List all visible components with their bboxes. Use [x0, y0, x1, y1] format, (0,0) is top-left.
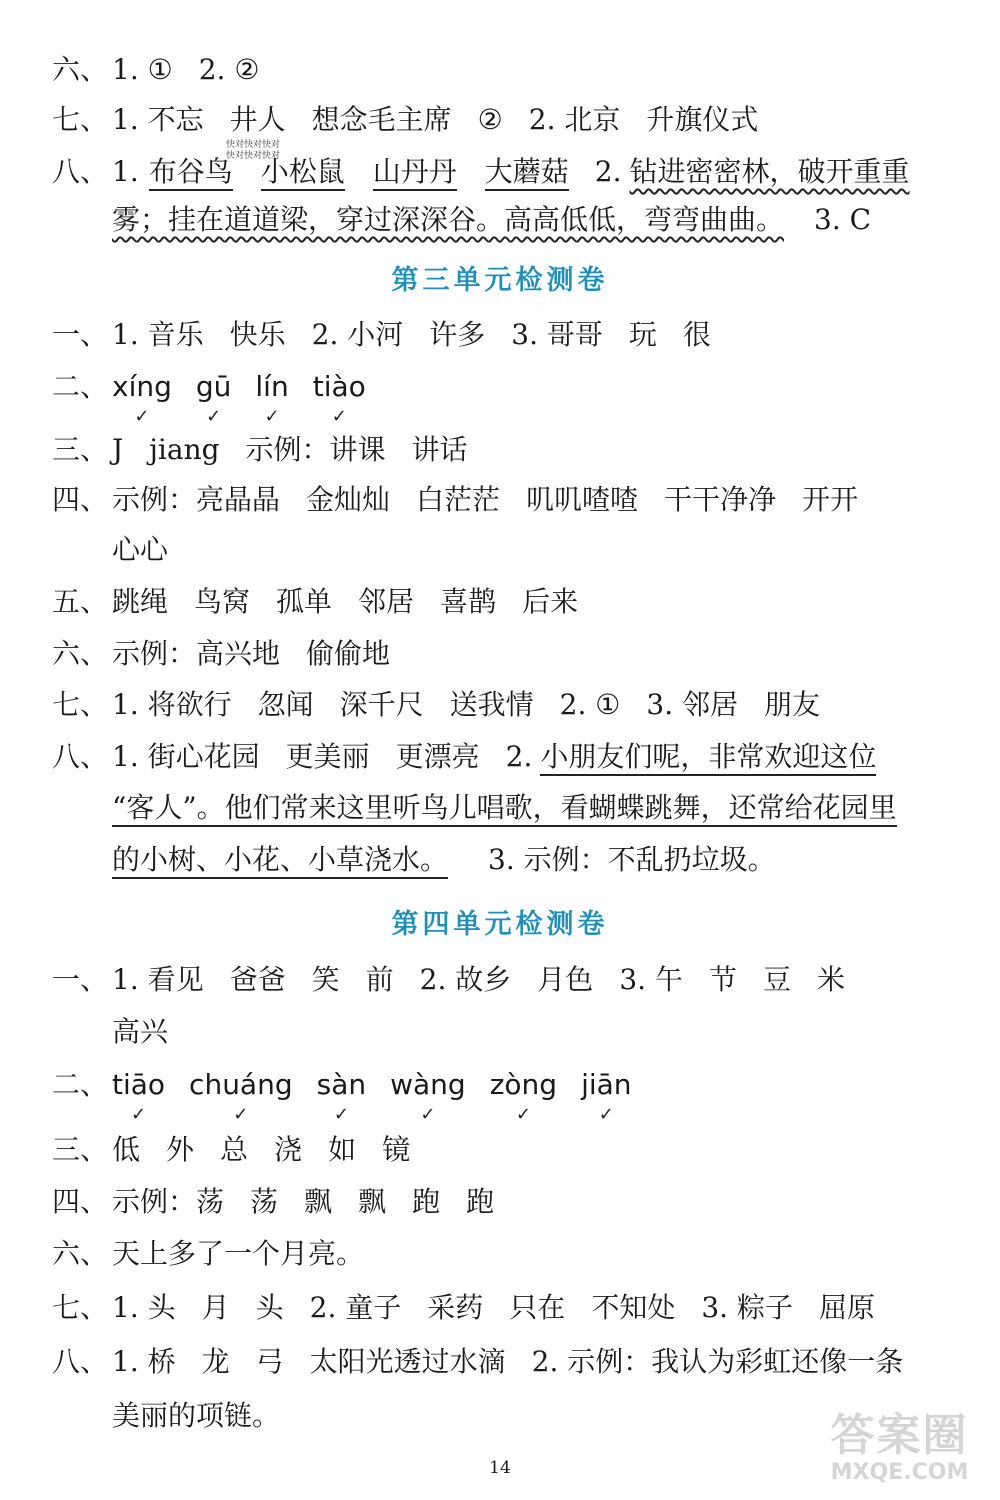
check-mark-icon: ✓ — [264, 406, 280, 427]
answer-segment: 想念毛主席 — [311, 103, 452, 136]
check-mark-icon: ✓ — [598, 1104, 614, 1125]
answer-line-continued: 美丽的项链。 — [112, 1399, 281, 1432]
answer-line — [52, 1182, 520, 1222]
handwritten-scribble: 快对快对快对 快对快对快对 — [226, 140, 281, 161]
check-mark-icon: ✓ — [333, 1104, 349, 1125]
answer-segment: 2. — [505, 740, 533, 773]
answer-segment: 笑 — [311, 963, 340, 996]
answer-segment: 2. ② — [198, 53, 260, 86]
answer-segment: 只在 — [509, 1291, 566, 1324]
answer-segment: 更漂亮 — [395, 740, 480, 773]
watermark-logo — [807, 1412, 992, 1492]
answer-segment: 忽闻 — [257, 688, 314, 721]
answer-segment: 如 — [328, 1133, 357, 1166]
watermark-text: 答案圈 — [830, 1410, 969, 1461]
answer-segment: 井人 — [229, 103, 286, 136]
pinyin-answer — [195, 370, 232, 427]
answer-segment: 2. 童子 — [309, 1291, 402, 1324]
answer-segment: 金灿灿 — [306, 483, 391, 516]
pinyin-answer — [489, 1068, 558, 1125]
answer-segment: 1. 看见 — [112, 963, 204, 996]
answer-segment: 1. 街心花园 — [112, 740, 260, 773]
answer-line-continued: 心心 — [112, 533, 169, 566]
answer-segment: 2. ① — [559, 688, 621, 721]
answer-line — [52, 430, 494, 470]
underlined-answer: 小松鼠 — [261, 155, 345, 191]
answer-line — [52, 1342, 929, 1382]
answer-segment: 豆 — [762, 963, 791, 996]
watermark-domain: MXQE.COM — [830, 1460, 969, 1485]
wavy-underlined-answer: 雾；挂在道道梁，穿过深深谷。高高低低，弯弯曲曲。 — [112, 203, 785, 236]
answer-segment: 3. 示例：不乱扔垃圾。 — [488, 843, 776, 876]
pinyin-text: wàng — [390, 1068, 466, 1101]
answer-segment: 1. 头 — [112, 1291, 176, 1324]
question-number: 一、 — [52, 318, 109, 351]
answer-segment: 鸟窝 — [194, 585, 251, 618]
answer-segment: 前 — [365, 963, 394, 996]
pinyin-answer-line — [52, 1063, 656, 1125]
question-number: 八、 — [52, 155, 109, 188]
answer-line-continued: 高兴 — [112, 1015, 169, 1048]
answer-segment: 屈原 — [818, 1291, 875, 1324]
answer-segment: 深千尺 — [339, 688, 424, 721]
pinyin-answer — [581, 1068, 632, 1125]
answer-segment: 1. 桥 — [112, 1345, 176, 1378]
answer-segment: 喜鹊 — [440, 585, 497, 618]
pinyin-answer — [390, 1068, 466, 1125]
answer-line — [52, 1288, 901, 1328]
answer-segment: 跳绳 — [112, 585, 169, 618]
answer-segment: 3. 哥哥 — [511, 318, 603, 351]
answer-segment: 月 — [201, 1291, 230, 1324]
question-number: 六、 — [52, 637, 109, 670]
check-mark-icon: ✓ — [233, 1104, 249, 1125]
underlined-answer: 小朋友们呢，非常欢迎这位 — [540, 740, 876, 776]
pinyin-text: xíng — [112, 370, 172, 403]
answer-segment: 3. C — [814, 203, 872, 236]
answer-segment: 邻居 — [358, 585, 415, 618]
answer-segment: 白茫茫 — [416, 483, 501, 516]
answer-segment: 玩 — [628, 318, 657, 351]
page-number: 14 — [489, 1458, 511, 1478]
answer-segment: 1. 不忘 — [112, 103, 204, 136]
pinyin-text: lín — [255, 370, 289, 403]
answer-segment: 爸爸 — [229, 963, 286, 996]
answer-segment: 采药 — [427, 1291, 484, 1324]
question-number: 四、 — [52, 483, 109, 516]
answer-segment: 开开 — [802, 483, 859, 516]
pinyin-answer — [255, 370, 289, 427]
underlined-answer: 山丹丹 — [373, 155, 457, 191]
question-number: 二、 — [52, 1068, 109, 1101]
answer-segment: 太阳光透过水滴 — [309, 1345, 506, 1378]
answer-segment: 1. 音乐 — [112, 318, 204, 351]
pinyin-text: tiāo — [112, 1068, 166, 1101]
wavy-underlined-answer: 钻进密密林，破开重重 — [629, 155, 910, 188]
check-mark-icon: ✓ — [134, 406, 150, 427]
answer-segment: 偷偷地 — [306, 637, 391, 670]
answer-line — [52, 315, 737, 355]
answer-segment: 3. 粽子 — [701, 1291, 793, 1324]
answer-segment: 浇 — [274, 1133, 303, 1166]
answer-line-q8 — [52, 152, 910, 192]
answer-segment: 后来 — [522, 585, 579, 618]
answer-segment: 1. 将欲行 — [112, 688, 232, 721]
answer-segment: 2. — [594, 155, 622, 188]
answer-segment: 总 — [220, 1133, 249, 1166]
underlined-answer: 的小树、小花、小草浇水。 — [112, 843, 448, 879]
answer-segment: 龙 — [201, 1345, 230, 1378]
pinyin-text: chuáng — [189, 1068, 293, 1101]
question-number: 三、 — [52, 1133, 109, 1166]
answer-segment: ② — [477, 103, 503, 136]
answer-segment: 米 — [816, 963, 845, 996]
answer-segment: 3. 邻居 — [646, 688, 739, 721]
answer-segment: 示例：荡 — [112, 1185, 225, 1218]
answer-segment: 外 — [166, 1133, 195, 1166]
pinyin-answer — [312, 370, 366, 427]
answer-segment: 荡 — [250, 1185, 279, 1218]
question-number: 四、 — [52, 1185, 109, 1218]
answer-line-continued — [112, 840, 776, 880]
answer-segment: 弓 — [255, 1345, 284, 1378]
pinyin-text: gū — [195, 370, 232, 403]
question-number: 七、 — [52, 688, 109, 721]
check-mark-icon: ✓ — [420, 1104, 436, 1125]
answer-segment: 升旗仪式 — [646, 103, 759, 136]
answer-segment: 头 — [255, 1291, 284, 1324]
answer-segment: 飘 — [358, 1185, 387, 1218]
underlined-answer: “客人”。他们常来这里听鸟儿唱歌，看蝴蝶跳舞，还常给花园里 — [112, 791, 897, 827]
answer-segment: 叽叽喳喳 — [526, 483, 639, 516]
answer-line-q8 — [52, 737, 876, 777]
answer-segment: 飘 — [304, 1185, 333, 1218]
answer-segment: 2. 故乡 — [419, 963, 512, 996]
question-number: 七、 — [52, 1291, 109, 1324]
question-number: 三、 — [52, 433, 109, 466]
answer-segment: 朋友 — [764, 688, 821, 721]
pinyin-answer — [112, 1068, 166, 1125]
answer-segment: 送我情 — [449, 688, 534, 721]
pinyin-text: tiào — [312, 370, 366, 403]
answer-segment: 跑 — [412, 1185, 441, 1218]
answer-segment: 镜 — [382, 1133, 411, 1166]
answer-segment: 干干净净 — [664, 483, 777, 516]
answer-segment: jiang — [149, 433, 220, 466]
section-title-unit3: 第三单元检测卷 — [391, 265, 609, 296]
pinyin-text: zòng — [489, 1068, 558, 1101]
answer-segment: 低 — [112, 1133, 141, 1166]
answer-line-continued — [112, 200, 871, 240]
answer-segment: 示例：高兴地 — [112, 637, 281, 670]
question-number: 六、 — [52, 1237, 109, 1270]
answer-segment: 不知处 — [591, 1291, 676, 1324]
answer-segment: 许多 — [429, 318, 486, 351]
answer-segment: 2. 北京 — [528, 103, 621, 136]
answer-line — [52, 480, 884, 520]
answer-line — [52, 634, 416, 674]
answer-line — [52, 1130, 436, 1170]
answer-segment: 更美丽 — [285, 740, 370, 773]
answer-segment: 2. 示例：我认为彩虹还像一条 — [531, 1345, 904, 1378]
question-number: 八、 — [52, 1345, 109, 1378]
pinyin-answer-line — [52, 365, 390, 427]
answer-line — [52, 100, 784, 140]
pinyin-text: jiān — [581, 1068, 632, 1101]
underlined-answer: 大蘑菇 — [485, 155, 569, 191]
answer-segment: 孤单 — [276, 585, 333, 618]
check-mark-icon: ✓ — [331, 406, 347, 427]
answer-segment: 3. 午 — [619, 963, 683, 996]
underlined-answer: 布谷鸟 — [149, 155, 233, 191]
question-number: 一、 — [52, 963, 109, 996]
answer-segment: 天上多了一个月亮。 — [112, 1237, 365, 1270]
pinyin-answer — [189, 1068, 293, 1125]
answer-segment: 节 — [708, 963, 737, 996]
question-number: 八、 — [52, 740, 109, 773]
question-number: 六、 — [52, 53, 109, 86]
answer-line-continued — [112, 788, 897, 828]
answer-line — [52, 1234, 390, 1274]
answer-line — [52, 582, 604, 622]
question-number: 五、 — [52, 585, 109, 618]
answer-segment: 讲话 — [411, 433, 468, 466]
answer-line — [52, 960, 871, 1000]
answer-segment: 1. — [112, 155, 139, 188]
section-title-unit4: 第四单元检测卷 — [391, 909, 609, 940]
pinyin-answer — [112, 370, 172, 427]
check-mark-icon: ✓ — [515, 1104, 531, 1125]
pinyin-text: sàn — [316, 1068, 367, 1101]
answer-segment: 月色 — [537, 963, 594, 996]
answer-line — [52, 50, 285, 90]
pinyin-answer — [316, 1068, 367, 1125]
answer-segment: J — [112, 433, 124, 466]
answer-segment: 示例：亮晶晶 — [112, 483, 281, 516]
answer-segment: 1. ① — [112, 53, 173, 86]
answer-segment: 示例：讲课 — [245, 433, 386, 466]
question-number: 七、 — [52, 103, 109, 136]
answer-line — [52, 685, 846, 725]
answer-segment: 很 — [682, 318, 711, 351]
check-mark-icon: ✓ — [130, 1104, 147, 1125]
question-number: 二、 — [52, 370, 109, 403]
answer-segment: 快乐 — [229, 318, 286, 351]
check-mark-icon: ✓ — [206, 406, 222, 427]
answer-segment: 跑 — [466, 1185, 495, 1218]
answer-segment: 2. 小河 — [311, 318, 404, 351]
